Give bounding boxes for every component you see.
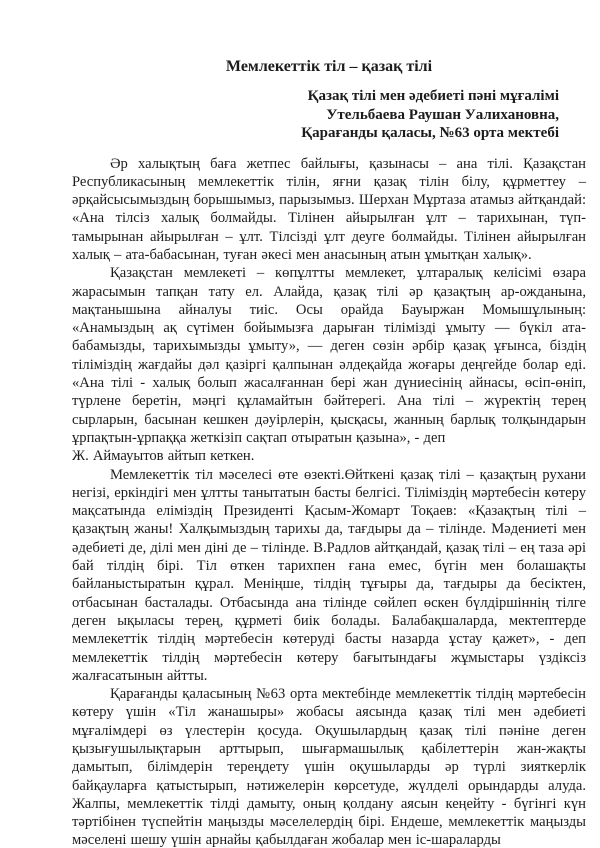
paragraph-2: Қазақстан мемлекеті – көпұлтты мемлекет, ұлтаралық келісімі өзара жарасымын тапқан тату ел. Алайда, қазақ тілі әр қазақтың ар-ожданына, мақтанышына айналуы тиіс. Осы орайда Бауыржан Момышұлының: «Анамыздың ақ сүтімен бойымызға дарыған тілімізді ұмыту — бүкіл ата-бабамызды, тарихымызды ұмыту», — деген сөзін әрбір қазақ ұғынса, біздің тіліміздің жағдайы дәл қазіргі қалпынан әлдеқайда жоғары деңгейде болар еді. «Ана тілі - халық болып жасалғаннан бері жан дүниесінің айнасы, өсіп-өніп, түрлене беретін, мәңгі құламайтын бәйтерегі. Ана тілі – жүректің терең сырларын, басынан кешкен дәуірлерін, қысқасы, жанның барлық толқындарын ұрпақтын-ұрпаққа жеткізіп сақтап отыратын қазына», - деп xyxy=(72,265,586,446)
byline-author: Утельбаева Раушан Уалихановна, xyxy=(326,106,559,123)
byline-role: Қазақ тілі мен әдебиеті пәні мұғалімі xyxy=(307,88,559,104)
paragraph-4: Мемлекеттік тіл мәселесі өте өзекті.Өйткені қазақ тілі – қазақтың рухани негізі, еркіндігі мен ұлтты танытатын басты белгісі. Тіліміздің мәртебесін көтеру мақсатында еліміздің Президенті Қасым-Жомарт Тоқаев: «Қазақтың тілі – қазақтың жаны! Халқымыздың тарихы да, тағдыры да – тілінде. Мәдениеті мен әдебиеті де, ділі мен діні де – тілінде. В.Радлов айтқандай, қазақ тілі – ең таза әрі бай тілдің бірі. Тіл өткен тарихпен ғана емес, бүгін мен болашақты байланыстыратын құрал. Меніңше, тілдің тұғыры да, тағдыры да бесіктен, отбасынан басталады. Отбасында ана тілінде сөйлеп өскен бүлдіршіннің тілге деген ықыласы терең, құрметі биік болады. Балабақшаларда, мектептерде мемлекеттік тілдің мәртебесін көтеруді басты назарда ұстау қажет», - деп мемлекеттік тілдің мәртебесін көтеру бағытындағы жұмыстары үздіксіз жалғасатынын айтты. xyxy=(72,466,586,684)
paragraph-1: Әр халықтың баға жетпес байлығы, қазынасы – ана тілі. Қазақстан Республикасының мемлекеттік тілін, яғни қазақ тілін білу, құрметтеу – әрқайсысымыздың борышымыз, парызымыз. Шерхан Мұртаза атамыз айтқандай: «Ана тілсіз халық болмайды. Тілінен айырылған ұлт – тарихынан, түп-тамырынан айырылған – ұлт. Тілсізді ұлт деуге болмайды. Тілінен айырылған халық – ата-бабасынан, туған әкесі мен анасының атын ұмытқан халық». xyxy=(72,155,586,263)
byline-school: Қарағанды қаласы, №63 орта мектебі xyxy=(301,125,559,141)
document-title: Мемлекеттік тіл – қазақ тілі xyxy=(225,58,433,75)
paragraph-5: Қарағанды қаласының №63 орта мектебінде мемлекеттік тілдің мәртебесін көтеру үшін «Тіл жанашыры» жобасы аясында қазақ тілі мен әдебиеті мұғалімдері өз үлестерін қосуда. Оқушылардың қазақ тілі пәніне деген қызығушылықтарын арттырып, шығармашылық қабілеттерін жан-жақты дамытып, білімдерін тереңдету үшін оқушыларды әр түрлі зияткерлік байқауларға қатыстырып, нәтижелерін көрсетуде, жүлделі орындарды алуда. Жалпы, мемлекеттік тілді дамыту, оның қолдану аясын кеңейту - бүгінгі күн тәртібінен түспейтін маңызды мәселелердің бірі. Ендеше, мемлекеттік маңызды мәселені шешу үшін арнайы қабылдаған жобалар мен іс-шараларды xyxy=(72,686,586,848)
paragraph-3: Ж. Аймауытов айтып кеткен. xyxy=(72,448,255,465)
author-block xyxy=(72,87,559,143)
